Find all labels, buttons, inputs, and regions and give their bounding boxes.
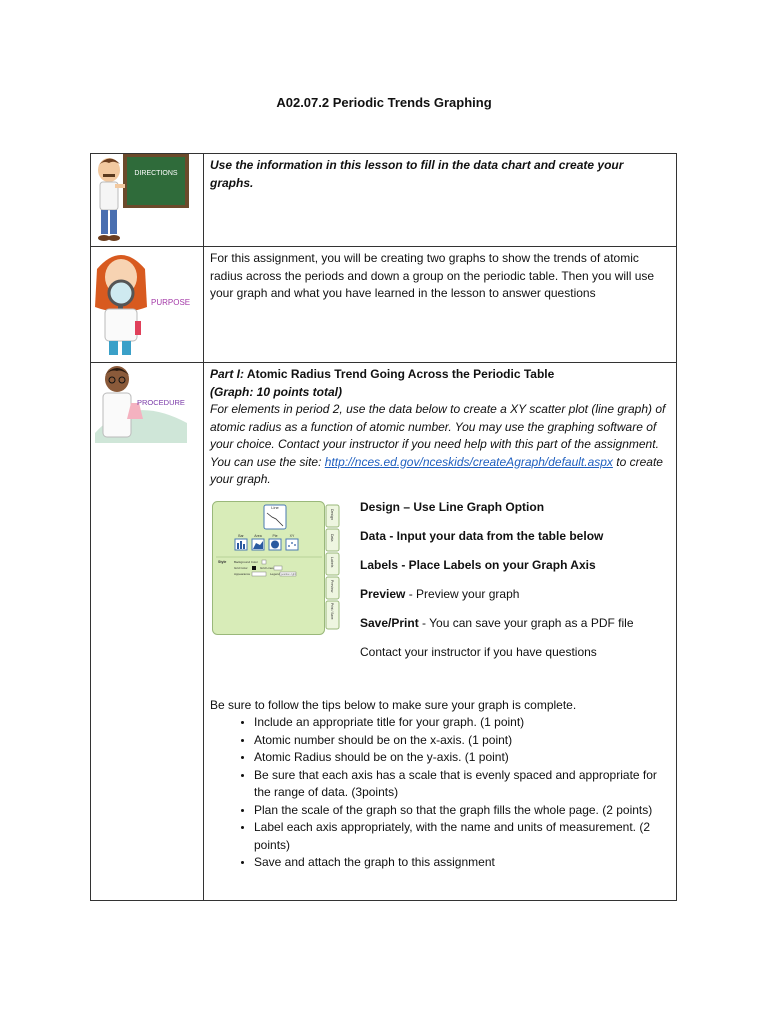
points-total: (Graph: 10 points total) (210, 384, 342, 399)
appearance-label: Appearance (234, 571, 251, 576)
step-preview: Preview - Preview your graph (360, 587, 520, 602)
directions-badge: DIRECTIONS (134, 170, 178, 177)
background-color-label: Background Color (234, 559, 259, 564)
purpose-row (91, 247, 677, 363)
chart-type-xy: XY (289, 533, 295, 538)
legend-label: Legend (270, 571, 281, 576)
chart-type-bar: Bar (238, 533, 244, 538)
directions-illustration-cell (91, 154, 204, 247)
procedure-cell (204, 363, 677, 901)
purpose-cell (204, 247, 677, 363)
step-data: Data - Input your data from the table below (360, 528, 604, 543)
tip-item: • Include an appropriate title for your graph. (1 point) (254, 714, 670, 732)
tab-preview: Preview (330, 579, 334, 592)
tip-item: • Save and attach the graph to this assignment (254, 854, 670, 872)
tip-item: • Atomic Radius should be on the y-axis. (1 point) (254, 749, 670, 767)
scientist-flask-illustration (91, 363, 203, 453)
tab-print-save: Print / Save (330, 602, 334, 619)
step-contact: Contact your instructor if you have questions (360, 645, 597, 660)
purpose-text: For this assignment, you will be creating two graphs to show the trends of atomic radius across the periods and down a group on the periodic table. Then you will use your graph and what you have learned in the lesson to answer questions (210, 251, 655, 300)
chart-type-area: Area (254, 533, 262, 538)
tab-design: Design (330, 508, 334, 520)
legend-value: position right (281, 572, 296, 576)
tip-item: • Atomic number should be on the x-axis. (1 point) (254, 732, 670, 750)
create-a-graph-link[interactable]: http://nces.ed.gov/nceskids/createAgraph/default.aspx (324, 454, 613, 469)
graph-tool-line-label: Line (271, 504, 279, 510)
procedure-intro (210, 401, 670, 489)
graph-steps (360, 499, 660, 674)
procedure-after-link: to create your graph. (210, 454, 663, 486)
grid-color-label: Grid Color (234, 565, 248, 570)
assignment-table (90, 153, 677, 901)
chart-type-pie: Pie (272, 533, 278, 538)
procedure-intro-text: For elements in period 2, use the data below to create a XY scatter plot (line graph) of atomic radius as a function of atomic number. You may use the graphing software of your choice. Contact your instructor if you need help with this part of the assignment. You can use the site: (210, 402, 666, 469)
step-save-print: Save/Print - You can save your graph as a PDF file (360, 616, 634, 631)
tab-data: Data (330, 533, 334, 541)
grid-lines-label: Grid Lines (260, 565, 274, 570)
part-title: Atomic Radius Trend Going Across the Periodic Table (244, 367, 555, 381)
directions-row (91, 154, 677, 247)
purpose-badge: PURPOSE (151, 298, 191, 307)
graph-tool-section (210, 499, 670, 689)
procedure-badge: PROCEDURE (137, 398, 185, 407)
part-label: Part I: (210, 367, 245, 381)
part-heading (210, 366, 670, 384)
tip-item: • Label each axis appropriately, with the name and units of measurement. (2 points) (254, 819, 670, 854)
directions-text: Use the information in this lesson to fill in the data chart and create your graphs. (210, 158, 624, 190)
procedure-content (204, 363, 676, 876)
directions-cell (204, 154, 677, 247)
tips-list (210, 714, 670, 872)
teacher-illustration (91, 154, 203, 246)
tips-intro: Be sure to follow the tips below to make sure your graph is complete. (210, 697, 577, 712)
style-label: Style (218, 559, 227, 564)
graph-tool-screenshot (212, 501, 342, 635)
step-labels: Labels - Place Labels on your Graph Axis (360, 557, 596, 572)
scientist-magnifier-illustration (91, 247, 203, 362)
tab-labels: Labels (330, 556, 334, 567)
tip-item: • Be sure that each axis has a scale that is evenly spaced and appropriate for the range of data. (3points) (254, 767, 670, 802)
page-title: A02.07.2 Periodic Trends Graphing (276, 95, 492, 110)
procedure-illustration-cell (91, 363, 204, 901)
procedure-row (91, 363, 677, 901)
tip-item: • Plan the scale of the graph so that the graph fills the whole page. (2 points) (254, 802, 670, 820)
purpose-illustration-cell (91, 247, 204, 363)
step-design: Design – Use Line Graph Option (360, 499, 545, 514)
